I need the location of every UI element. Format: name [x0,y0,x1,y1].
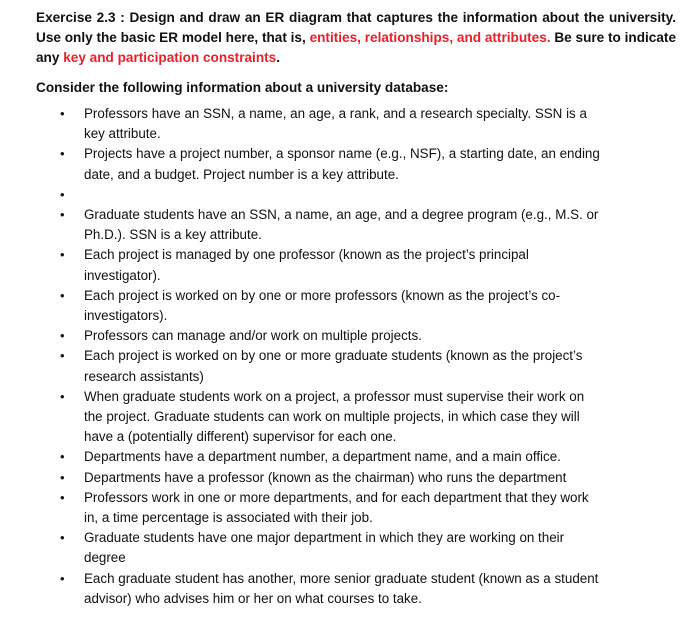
list-item [36,528,676,568]
list-item [36,205,676,245]
list-item [36,346,676,386]
list-item-text: Each project is managed by one professor (known as the project’s principal investigator). [84,247,529,283]
list-item-text: Professors work in one or more departments, and for each department that they work in, a time percentage is associated with their job. [84,489,589,526]
list-item-text: Each graduate student has another, more senior graduate student (known as a student advisor) who advises him or her on what courses to take. [84,570,599,606]
list-item [36,569,676,609]
bullet-icon: • [60,146,65,162]
heading-highlight-constraints: key and participation constraints [63,50,277,65]
heading-part-1: Exercise 2.3 : Design and draw an ER diagram that captures the information about the university. Use only the basic ER model here, that is, [36,10,676,45]
list-item-text: Graduate students have one major department in which they are working on their degree [84,530,565,566]
bullet-icon: • [60,106,65,121]
list-item [36,104,676,144]
heading-part-3: . [276,50,281,65]
list-item-text: Departments have a department number, a department name, and a main office. [84,449,561,465]
bullet-icon: • [60,388,65,404]
list-item-text: Professors can manage and/or work on multiple projects. [84,328,422,344]
list-item [36,144,676,184]
list-item [36,286,676,326]
list-item-text: Each project is worked on by one or more professors (known as the project’s co-investigators). [84,287,561,324]
list-item [36,245,676,285]
bullet-icon: • [60,530,65,546]
bullet-icon: • [60,247,65,263]
heading-part-2: Be sure to indicate any [36,30,676,65]
list-item-text: Each project is worked on by one or more graduate students (known as the project’s research assistants) [84,348,583,384]
list-item [36,447,676,467]
bullet-icon: • [60,570,65,586]
list-item-text: When graduate students work on a project, a professor must supervise their work on the project. Graduate students can work on multiple projects, in which case they will have a (potentially different) supervisor for each one. [84,388,585,445]
bullet-icon: • [60,449,65,465]
heading-highlight-entities: entities, relationships, and attributes. [309,30,551,45]
requirements-list [36,104,676,609]
bullet-icon: • [60,469,65,485]
list-item-text: Graduate students have an SSN, a name, an age, and a degree program (e.g., M.S. or Ph.D.). SSN is a key attribute. [84,207,599,243]
list-item-text: Professors have an SSN, a name, an age, a rank, and a research specialty. SSN is a key attribute. [84,106,587,142]
bullet-icon: • [60,348,65,364]
list-item [36,387,676,448]
bullet-icon: • [60,287,65,303]
document [36,8,676,609]
list-item-text: Departments have a professor (known as the chairman) who runs the department [84,469,567,485]
list-item [36,468,676,488]
list-item-empty [36,185,676,205]
list-item-text: Projects have a project number, a sponsor name (e.g., NSF), a starting date, an ending date, and a budget. Project number is a key attribute. [84,146,600,182]
bullet-icon: • [60,207,65,222]
list-item [36,488,676,528]
exercise-heading [36,8,676,68]
bullet-icon: • [60,328,65,344]
bullet-icon: • [60,186,65,202]
list-item [36,326,676,346]
intro-text: Consider the following information about a university database: [36,80,449,95]
bullet-icon: • [60,489,65,505]
